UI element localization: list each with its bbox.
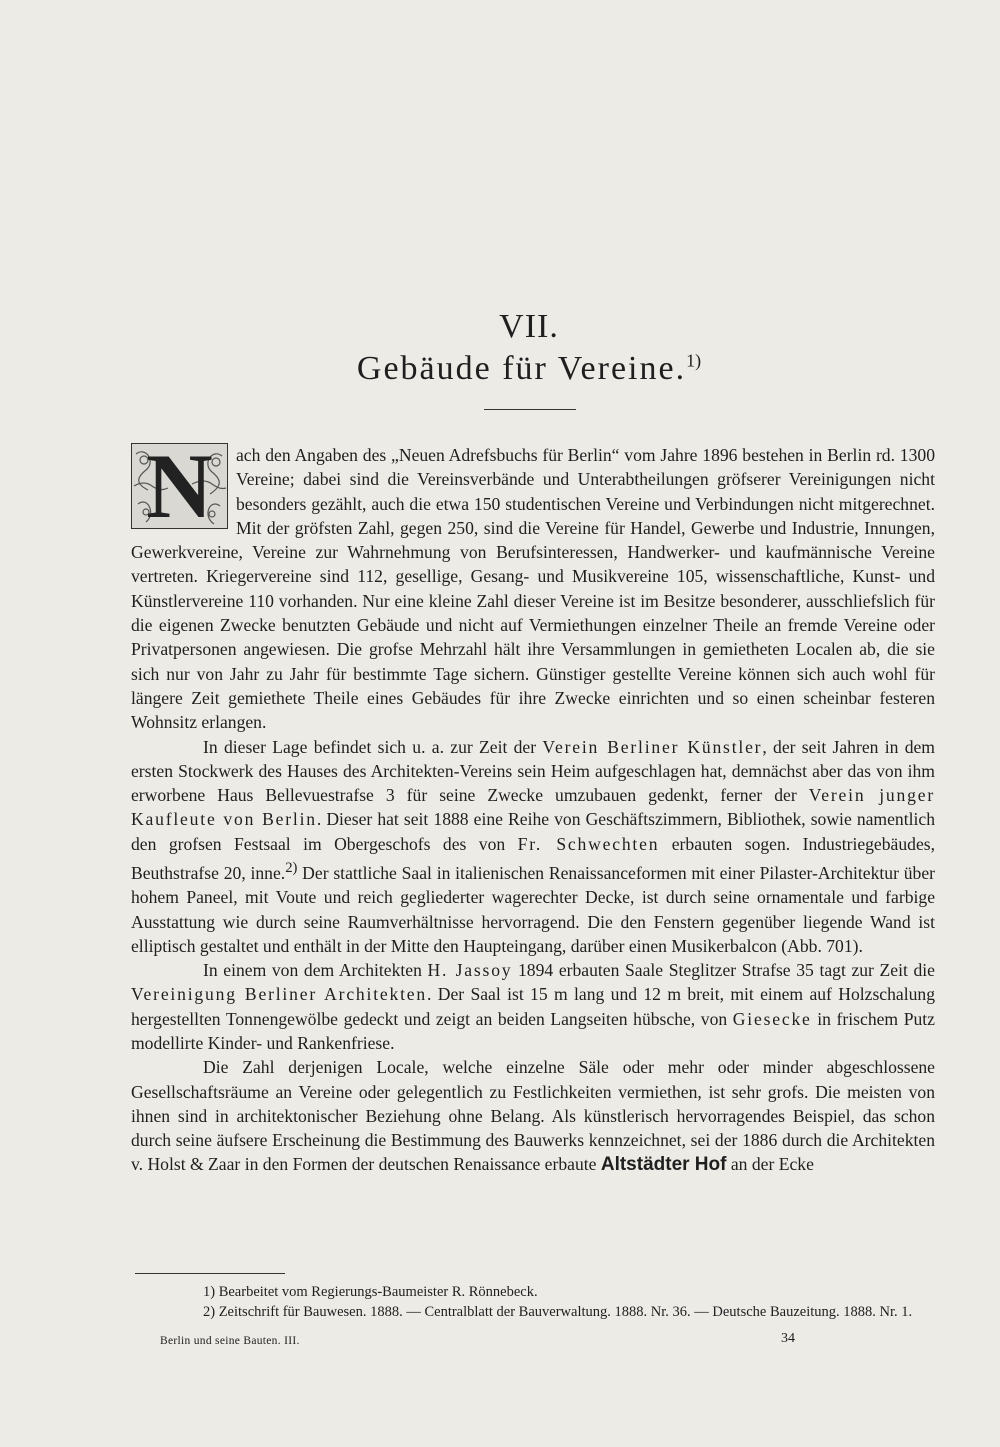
p2-f: Fr. Schwechten — [517, 833, 660, 854]
paragraph-4 — [131, 1055, 935, 1177]
p2-d: Verein junger Kaufleute von Berlin — [131, 785, 935, 830]
p3-f: Giesecke — [732, 1008, 812, 1029]
p3-b: H. Jassoy — [427, 960, 513, 981]
footnote-2: 2) Zeitschrift für Bauwesen. 1888. — Centralblatt der Bauverwaltung. 1888. Nr. 36. — Deutsche Bauzeitung. 1888. Nr. 1. — [203, 1304, 913, 1320]
p3-d: Vereinigung Berliner Architekten — [131, 984, 427, 1005]
paragraph-3 — [131, 958, 935, 1055]
p2-c: , der seit Jahren in dem ersten Stockwerk des Hauses des Architekten-Vereins sein Heim aufgeschlagen hat, demnächst aber das von ihm erworbene Haus Bellevuestrafse 3 für seine Zwecke umzubauen gedenkt, ferner der — [131, 736, 935, 806]
chapter-title — [0, 350, 1000, 388]
p3-a: In einem von dem Architekten — [203, 960, 428, 981]
p4-a: Die Zahl derjenigen Locale, welche einzelne Säle oder mehr oder minder abgeschlossene Gesellschaftsräume an Vereine oder gelegentlich zu Festlichkeiten vermiethen, ist sehr grofs. Die meisten von ihnen sind in architektonischer Beziehung ohne Belang. Als künstlerisch hervorragendes Beispiel, das schon durch seine äufsere Erscheinung die Bestimmung des Bauwerks kennzeichnet, sei der 1886 durch die Architekten — [131, 1057, 935, 1151]
p2-g: erbauten sogen. Industriegebäudes, Beuthstrafse 20, inne. — [131, 833, 935, 883]
p2-a: In dieser Lage befindet sich u. a. zur Zeit der — [203, 736, 543, 757]
p4-e: an der Ecke — [726, 1154, 814, 1175]
paragraph-1-text: ach den Angaben des „Neuen Adrefsbuchs für Berlin“ vom Jahre 1896 bestehen in Berlin rd. 1300 Vereine; dabei sind die Vereinsverbände und Unterabtheilungen gröfserer Vereinigungen nicht besonders gezählt, auch die etwa 150 studentischen Vereine und Verbindungen nicht mitgerechnet. Mit der gröfsten Zahl, gegen 250, sind die Vereine für Handel, Gewerbe und Industrie, Innungen, Gewerkvereine, Vereine zur Wahrnehmung von Berufsinteressen, Handwerker- und kaufmännische Vereine vertreten. Kriegervereine sind 112, gesellige, Gesang- und Musikvereine 105, wissenschaftliche, Kunst- und Künstlervereine 110 vorhanden. Nur eine kleine Zahl dieser Vereine ist im Besitze besonderer, ausschliefslich für die eigenen Zwecke benutzten Gebäude und nicht auf Vermiethungen einzelner Theile an fremde Vereine oder Privatpersonen angewiesen. Die grofse Mehrzahl hält ihre Versammlungen in gemietheten Localen ab, die sie sich nur von Jahr zu Jahr für bestimmte Tage sichern. Günstiger gestellte Vereine können sich auch wohl für längere Zeit gemiethete Theile eines Gebäudes für ihre Zwecke einrichten und so einen scheinbar festeren Wohnsitz erlangen. — [131, 445, 935, 733]
footnotes — [131, 1282, 931, 1322]
footnote-1: 1) Bearbeitet vom Regierungs-Baumeister R. Rönnebeck. — [203, 1284, 538, 1300]
initial-letter: N — [146, 435, 213, 537]
paragraph-2 — [131, 735, 935, 959]
p4-b: v. Holst & Zaar — [131, 1154, 241, 1175]
title-divider — [484, 409, 576, 410]
p2-footnote-ref: 2) — [285, 860, 298, 877]
title-footnote-ref: 1) — [686, 350, 702, 371]
p2-b: Verein Berliner Künstler — [542, 736, 763, 757]
chapter-title-text: Gebäude für Vereine. — [356, 350, 687, 387]
p4-d: Altstädter Hof — [600, 1154, 727, 1176]
footnote-divider — [135, 1273, 285, 1274]
paragraph-1 — [131, 435, 935, 735]
p3-g: in frischem Putz modellirte Kinder- und Rankenfriese. — [131, 1008, 935, 1053]
p4-c: in den Formen der deutschen Renaissance erbaute — [240, 1154, 601, 1175]
p3-e: . Der Saal ist 15 m lang und 12 m breit, mit einem auf Holzschalung hergestellten Tonnengewölbe gedeckt und zeigt an beiden Langseiten hübsche, von — [131, 984, 936, 1029]
p2-e: . Dieser hat seit 1888 eine Reihe von Geschäftszimmern, Bibliothek, sowie namentlich den grofsen Festsaal im Obergeschofs des von — [131, 809, 935, 854]
p3-c: 1894 erbauten Saale Steglitzer Strafse 35 tagt zur Zeit die — [512, 960, 935, 981]
chapter-number: VII. — [499, 308, 559, 345]
book-title-footer: Berlin und seine Bauten. III. — [160, 1335, 300, 1347]
decorative-initial — [131, 435, 228, 537]
body-text — [131, 435, 936, 1178]
p2-i: Der stattliche Saal in italienischen Renaissanceformen mit einer Pilaster-Architektur über hohem Paneel, mit Voute und reich gegliederter wagerechter Decke, ist durch seine ornamentale und farbige Ausstattung wie durch seine Raumverhältnisse hervorragend. Die den Fenstern gegenüber liegende Wand ist elliptisch gestaltet und enthält in der Mitte den Haupteingang, darüber einen Musikerbalcon (Abb. 701). — [131, 862, 935, 956]
page-number: 34 — [781, 1331, 795, 1346]
